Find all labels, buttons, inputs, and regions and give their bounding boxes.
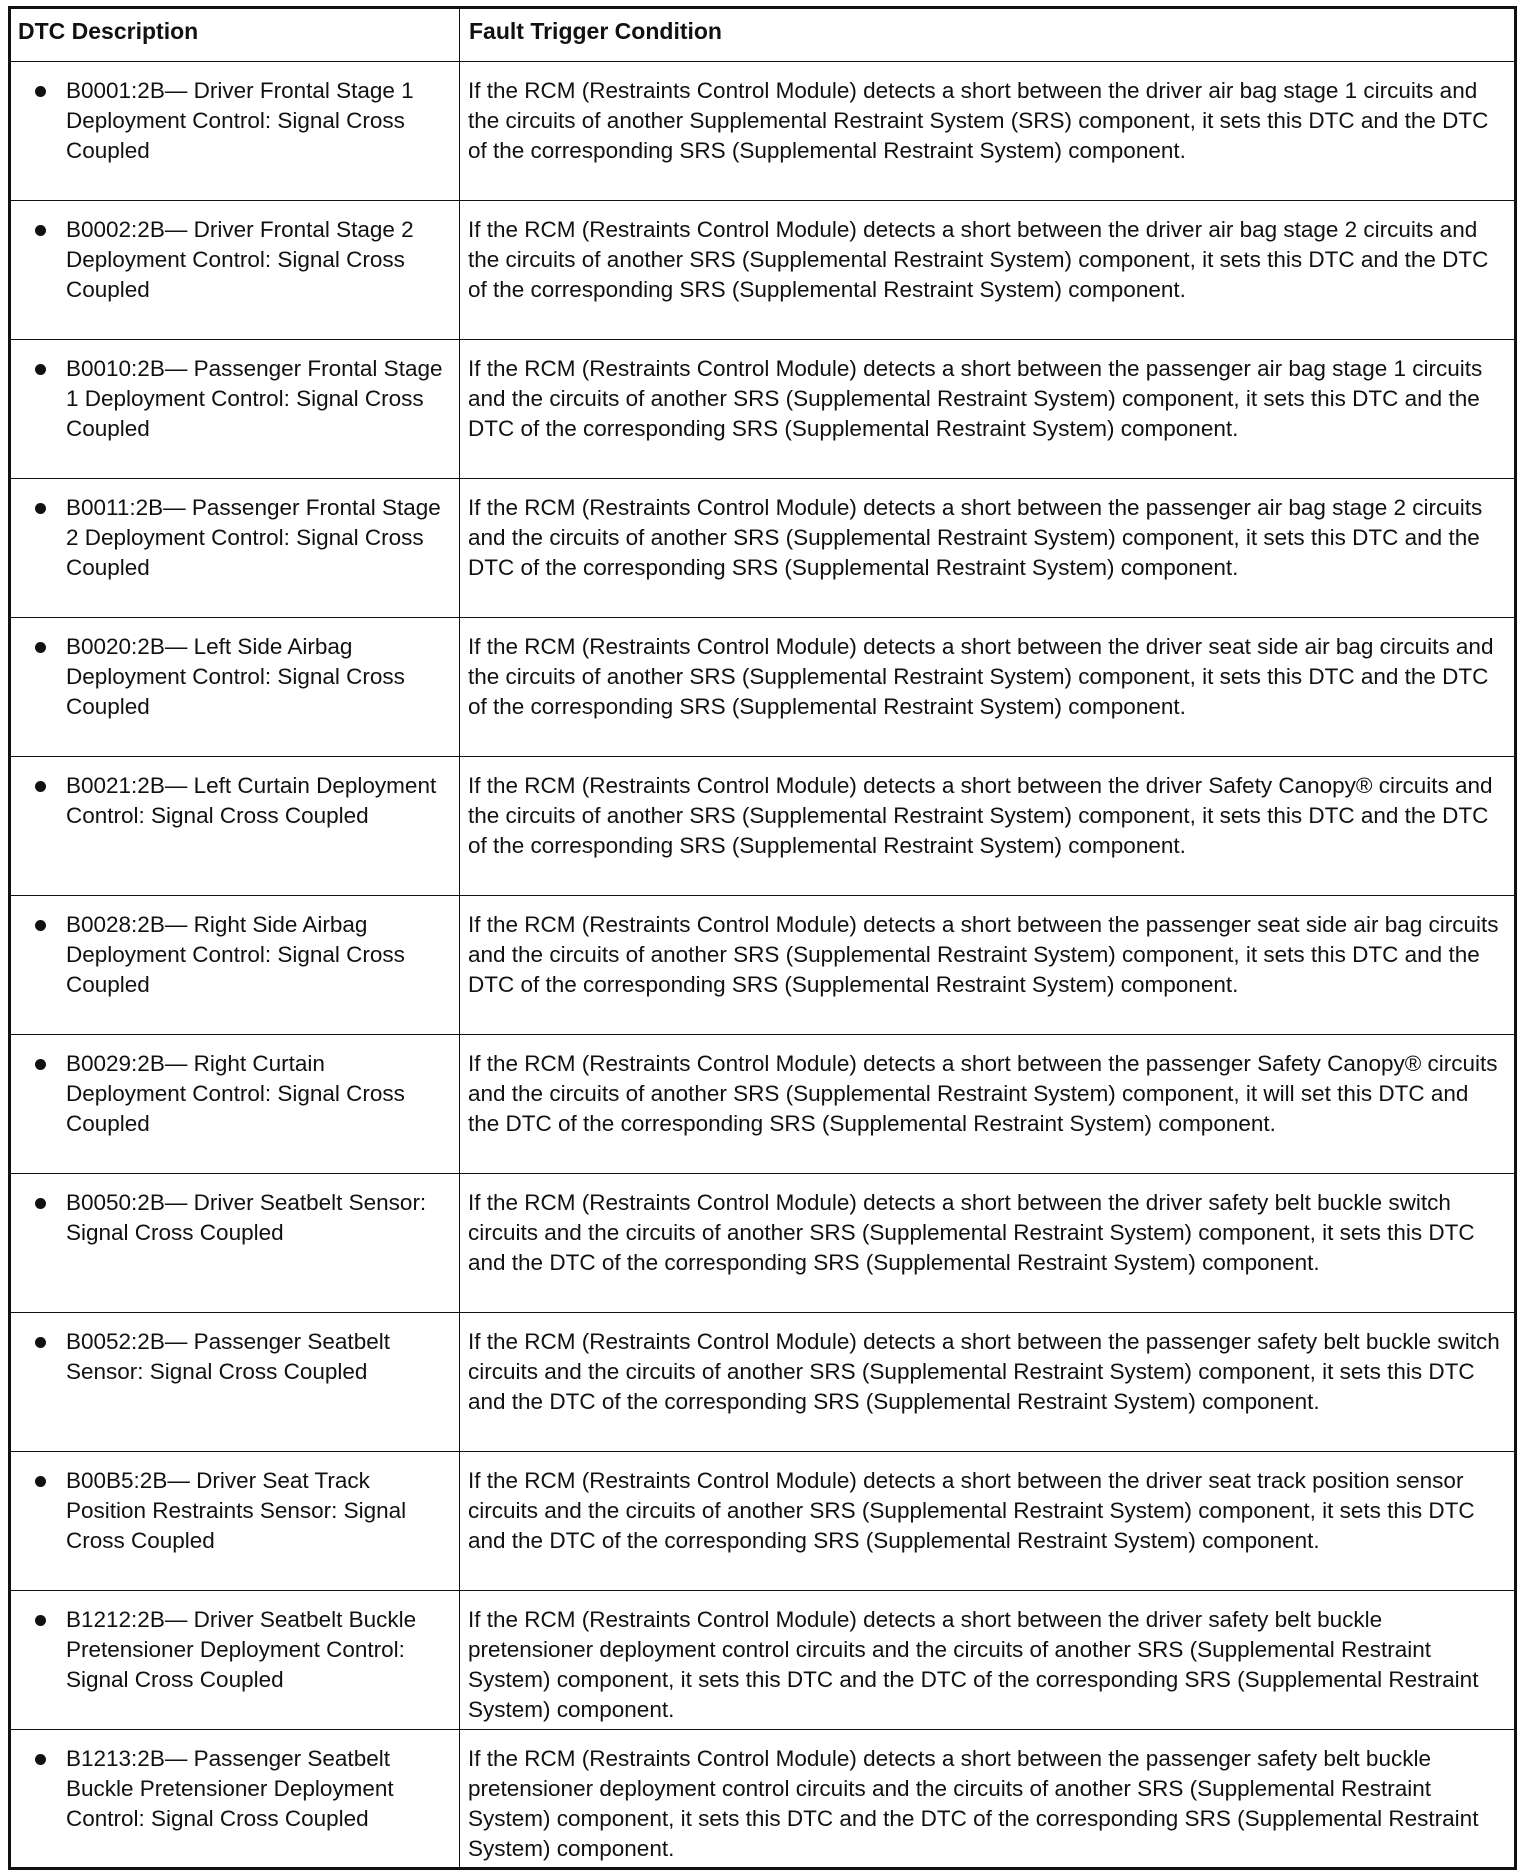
dtc-description: B0020:2B— Left Side Airbag Deployment Control: Signal Cross Coupled: [66, 634, 405, 719]
dtc-description-cell: [10, 1174, 460, 1313]
dtc-description: B0021:2B— Left Curtain Deployment Control: Signal Cross Coupled: [66, 773, 437, 828]
fault-condition-cell: If the RCM (Restraints Control Module) detects a short between the passenger safety belt buckle pretensioner deployment control circuits and the circuits of another SRS (Supplemental Restraint System) component, it sets this DTC and the DTC of the corresponding SRS (Supplemental Restraint System) component.: [460, 1730, 1516, 1869]
bullet-icon: [35, 86, 46, 97]
table-row: [10, 1174, 1516, 1313]
bullet-icon: [35, 1198, 46, 1209]
table-row: [10, 618, 1516, 757]
table-row: [10, 757, 1516, 896]
fault-condition-cell: If the RCM (Restraints Control Module) detects a short between the driver safety belt buckle switch circuits and the circuits of another SRS (Supplemental Restraint System) component, it sets this DTC and the DTC of the corresponding SRS (Supplemental Restraint System) component.: [460, 1174, 1516, 1313]
bullet-icon: [35, 781, 46, 792]
fault-condition-cell: If the RCM (Restraints Control Module) detects a short between the passenger air bag stage 1 circuits and the circuits of another SRS (Supplemental Restraint System) component, it sets this DTC and the DTC of the corresponding SRS (Supplemental Restraint System) component.: [460, 340, 1516, 479]
dtc-description: B1212:2B— Driver Seatbelt Buckle Pretensioner Deployment Control: Signal Cross Coupled: [66, 1607, 417, 1692]
dtc-description-cell: [10, 1730, 460, 1869]
bullet-icon: [35, 503, 46, 514]
table-header-row: [10, 8, 1516, 62]
dtc-description-cell: [10, 62, 460, 201]
dtc-description-cell: [10, 757, 460, 896]
fault-condition-cell: If the RCM (Restraints Control Module) detects a short between the passenger Safety Canopy® circuits and the circuits of another SRS (Supplemental Restraint System) component, it will set this DTC and the DTC of the corresponding SRS (Supplemental Restraint System) component.: [460, 1035, 1516, 1174]
dtc-description: B0002:2B— Driver Frontal Stage 2 Deployment Control: Signal Cross Coupled: [66, 217, 414, 302]
dtc-description: B0010:2B— Passenger Frontal Stage 1 Deployment Control: Signal Cross Coupled: [66, 356, 443, 441]
column-header-dtc-description: DTC Description: [10, 8, 460, 62]
fault-condition-cell: If the RCM (Restraints Control Module) detects a short between the driver seat side air bag circuits and the circuits of another SRS (Supplemental Restraint System) component, it sets this DTC and the DTC of the corresponding SRS (Supplemental Restraint System) component.: [460, 618, 1516, 757]
bullet-icon: [35, 364, 46, 375]
dtc-description: B0028:2B— Right Side Airbag Deployment Control: Signal Cross Coupled: [66, 912, 405, 997]
bullet-icon: [35, 1615, 46, 1626]
fault-condition-cell: If the RCM (Restraints Control Module) detects a short between the driver air bag stage 1 circuits and the circuits of another Supplemental Restraint System (SRS) component, it sets this DTC and the DTC of the corresponding SRS (Supplemental Restraint System) component.: [460, 62, 1516, 201]
fault-condition-cell: If the RCM (Restraints Control Module) detects a short between the driver safety belt buckle pretensioner deployment control circuits and the circuits of another SRS (Supplemental Restraint System) component, it sets this DTC and the DTC of the corresponding SRS (Supplemental Restraint System) component.: [460, 1591, 1516, 1730]
table-row: [10, 1730, 1516, 1869]
dtc-description-cell: [10, 201, 460, 340]
bullet-icon: [35, 1754, 46, 1765]
dtc-description-cell: [10, 618, 460, 757]
fault-condition-cell: If the RCM (Restraints Control Module) detects a short between the passenger seat side air bag circuits and the circuits of another SRS (Supplemental Restraint System) component, it sets this DTC and the DTC of the corresponding SRS (Supplemental Restraint System) component.: [460, 896, 1516, 1035]
dtc-description-cell: [10, 1035, 460, 1174]
fault-condition-cell: If the RCM (Restraints Control Module) detects a short between the driver air bag stage 2 circuits and the circuits of another SRS (Supplemental Restraint System) component, it sets this DTC and the DTC of the corresponding SRS (Supplemental Restraint System) component.: [460, 201, 1516, 340]
fault-condition-cell: If the RCM (Restraints Control Module) detects a short between the driver seat track position sensor circuits and the circuits of another SRS (Supplemental Restraint System) component, it sets this DTC and the DTC of the corresponding SRS (Supplemental Restraint System) component.: [460, 1452, 1516, 1591]
column-header-fault-trigger-condition: Fault Trigger Condition: [460, 8, 1516, 62]
table-row: [10, 479, 1516, 618]
dtc-description: B0050:2B— Driver Seatbelt Sensor: Signal Cross Coupled: [66, 1190, 427, 1245]
table-row: [10, 896, 1516, 1035]
table-row: [10, 1035, 1516, 1174]
dtc-description-cell: [10, 896, 460, 1035]
dtc-description: B1213:2B— Passenger Seatbelt Buckle Pretensioner Deployment Control: Signal Cross Coupled: [66, 1746, 394, 1831]
table-row: [10, 1591, 1516, 1730]
dtc-description: B0011:2B— Passenger Frontal Stage 2 Deployment Control: Signal Cross Coupled: [66, 495, 441, 580]
dtc-table: [8, 6, 1517, 1870]
fault-condition-cell: If the RCM (Restraints Control Module) detects a short between the passenger air bag stage 2 circuits and the circuits of another SRS (Supplemental Restraint System) component, it sets this DTC and the DTC of the corresponding SRS (Supplemental Restraint System) component.: [460, 479, 1516, 618]
bullet-icon: [35, 920, 46, 931]
dtc-description-cell: [10, 1313, 460, 1452]
bullet-icon: [35, 225, 46, 236]
bullet-icon: [35, 642, 46, 653]
table-row: [10, 201, 1516, 340]
bullet-icon: [35, 1337, 46, 1348]
dtc-description-cell: [10, 1452, 460, 1591]
dtc-description: B0001:2B— Driver Frontal Stage 1 Deployment Control: Signal Cross Coupled: [66, 78, 414, 163]
table-row: [10, 1313, 1516, 1452]
table-row: [10, 1452, 1516, 1591]
bullet-icon: [35, 1476, 46, 1487]
dtc-description-cell: [10, 1591, 460, 1730]
dtc-description-cell: [10, 479, 460, 618]
table-row: [10, 62, 1516, 201]
dtc-description: B0052:2B— Passenger Seatbelt Sensor: Signal Cross Coupled: [66, 1329, 390, 1384]
dtc-description-cell: [10, 340, 460, 479]
fault-condition-cell: If the RCM (Restraints Control Module) detects a short between the driver Safety Canopy® circuits and the circuits of another SRS (Supplemental Restraint System) component, it sets this DTC and the DTC of the corresponding SRS (Supplemental Restraint System) component.: [460, 757, 1516, 896]
dtc-description: B0029:2B— Right Curtain Deployment Control: Signal Cross Coupled: [66, 1051, 405, 1136]
table-row: [10, 340, 1516, 479]
dtc-description: B00B5:2B— Driver Seat Track Position Restraints Sensor: Signal Cross Coupled: [66, 1468, 407, 1553]
bullet-icon: [35, 1059, 46, 1070]
fault-condition-cell: If the RCM (Restraints Control Module) detects a short between the passenger safety belt buckle switch circuits and the circuits of another SRS (Supplemental Restraint System) component, it sets this DTC and the DTC of the corresponding SRS (Supplemental Restraint System) component.: [460, 1313, 1516, 1452]
